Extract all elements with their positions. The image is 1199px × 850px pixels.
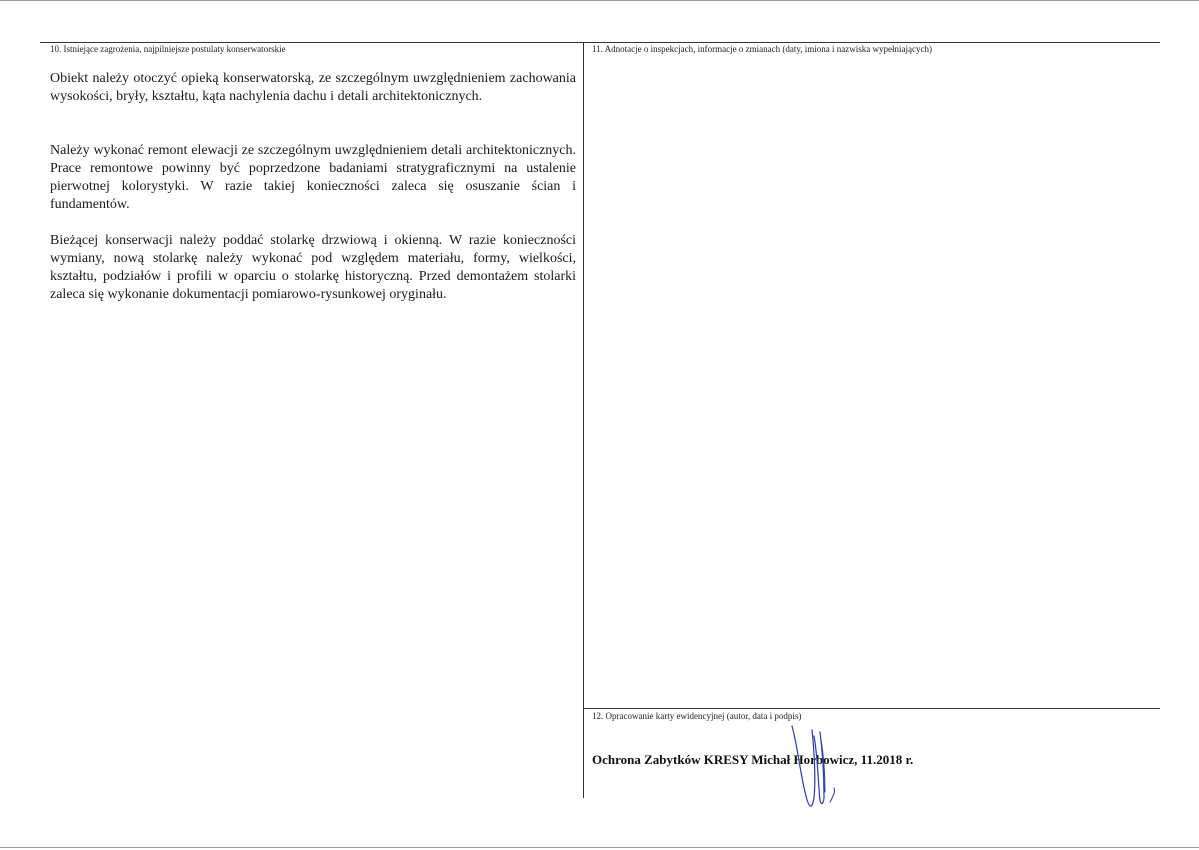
section11-label: 11. Adnotacje o inspekcjach, informacje o zmianach (daty, imiona i nazwiska wypełniających) — [592, 44, 932, 54]
section12-rule — [584, 708, 1160, 709]
author-line: Ochrona Zabytków KRESY Michał Horbowicz, 11.2018 r. — [592, 752, 914, 767]
header-rule-right — [584, 42, 1160, 43]
signature-stroke-4 — [830, 788, 835, 802]
section10-label: 10. Istniejące zagrożenia, najpilniejsze postulaty konserwatorskie — [50, 44, 286, 54]
section10-paragraph-1: Obiekt należy otoczyć opieką konserwatorską, ze szczególnym uwzględnieniem zachowania wysokości, bryły, kształtu, kąta nachylenia dachu i detali architektonicznych. — [50, 71, 576, 104]
section12-label: 12. Opracowanie karty ewidencyjnej (autor, data i podpis) — [592, 711, 802, 721]
section10-paragraph-2: Należy wykonać remont elewacji ze szczególnym uwzględnieniem detali architektonicznych. Prace remontowe powinny być poprzedzone badaniami stratygraficznymi na ustalenie pierwotnej kolorystyki. W razie takiej konieczności zaleca się osuszanie ścian i fundamentów. — [50, 143, 576, 212]
header-rule-left — [40, 42, 584, 43]
column-divider — [583, 42, 584, 798]
section10-paragraph-3: Bieżącej konserwacji należy poddać stolarkę drzwiową i okienną. W razie konieczności wymiany, nową stolarkę należy wykonać pod względem materiału, formy, wielkości, kształtu, podziałów i profili w oparciu o stolarkę historyczną. Przed demontażem stolarki zaleca się wykonanie dokumentacji pomiarowo-rysunkowej oryginału. — [50, 233, 576, 302]
scan-bottom-edge — [0, 847, 1199, 848]
handwritten-signature — [780, 718, 850, 818]
scan-top-edge — [0, 0, 1199, 1]
